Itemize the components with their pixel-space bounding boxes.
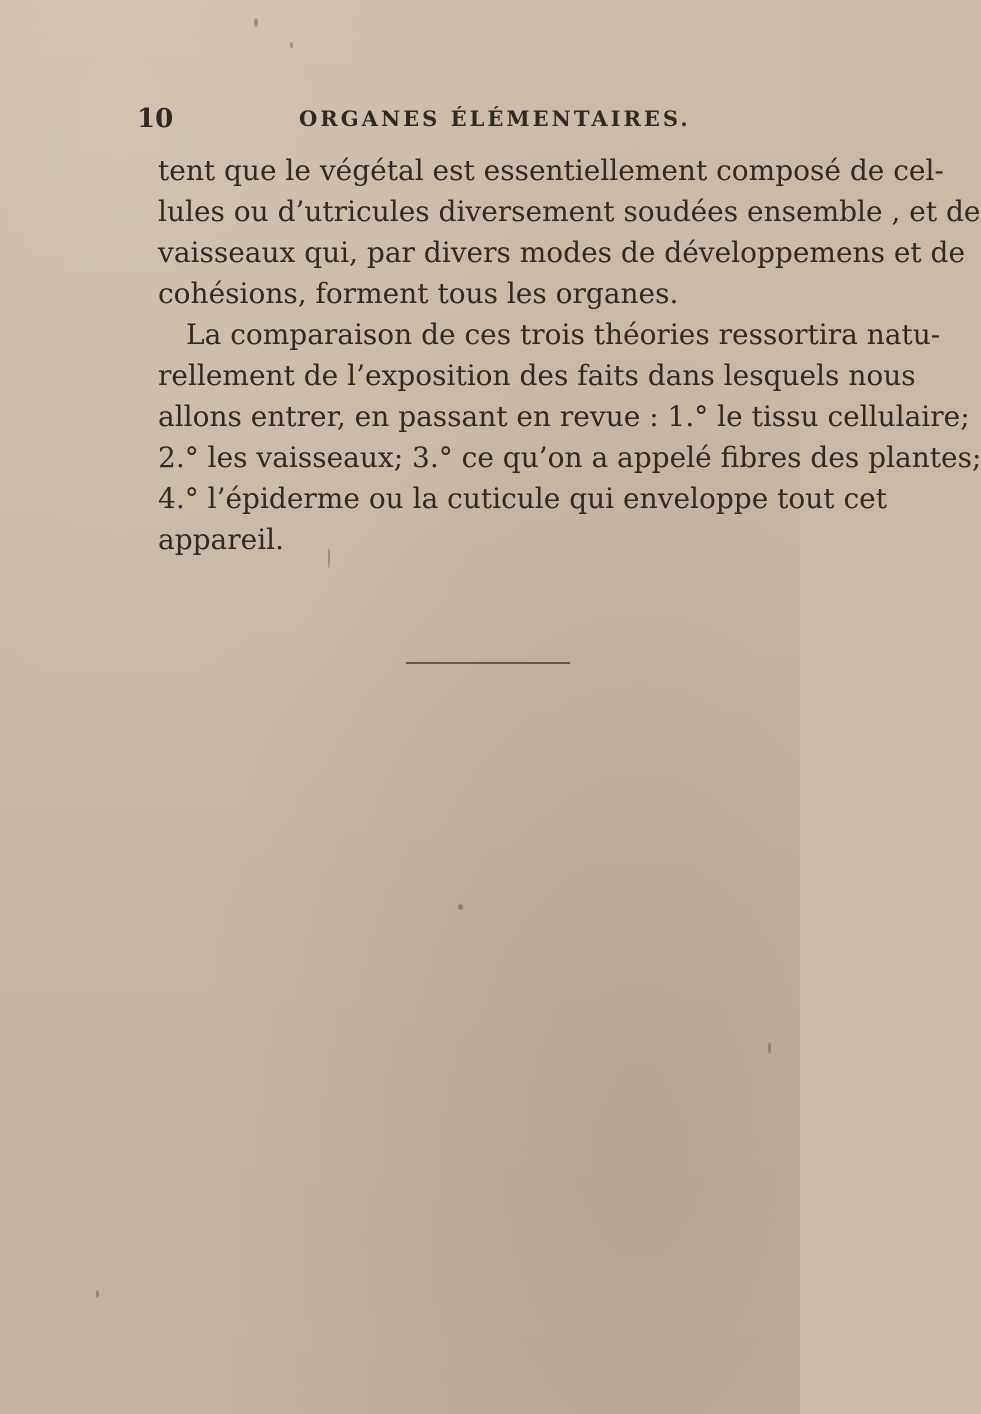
paper-speck [96,1290,99,1298]
text-line: 2.° les vaisseaux; 3.° ce qu’on a appelé fibres des plantes; [158,441,981,474]
section-divider [406,662,570,664]
running-head: ORGANES ÉLÉMENTAIRES. [299,106,691,131]
text-line: La comparaison de ces trois théories ressortira natu- [186,318,941,351]
text-line: appareil. [158,523,284,556]
text-line: lules ou d’utricules diversement soudées ensemble , et de [158,195,981,228]
text-line: allons entrer, en passant en revue : 1.° le tissu cellulaire; [158,400,970,433]
paper-speck [290,42,293,48]
text-line: vaisseaux qui, par divers modes de développemens et de [158,236,966,269]
text-line: rellement de l’exposition des faits dans lesquels nous [158,359,916,392]
paper-speck [458,904,463,910]
page-number: 10 [137,104,174,134]
text-line: cohésions, forment tous les organes. [158,277,679,310]
text-line: tent que le végétal est essentiellement composé de cel- [158,154,944,187]
page-header [137,104,737,144]
paper-speck [768,1042,771,1054]
text-line: 4.° l’épiderme ou la cuticule qui enveloppe tout cet [158,482,887,515]
body-text [158,150,981,560]
paper-speck [254,18,258,27]
